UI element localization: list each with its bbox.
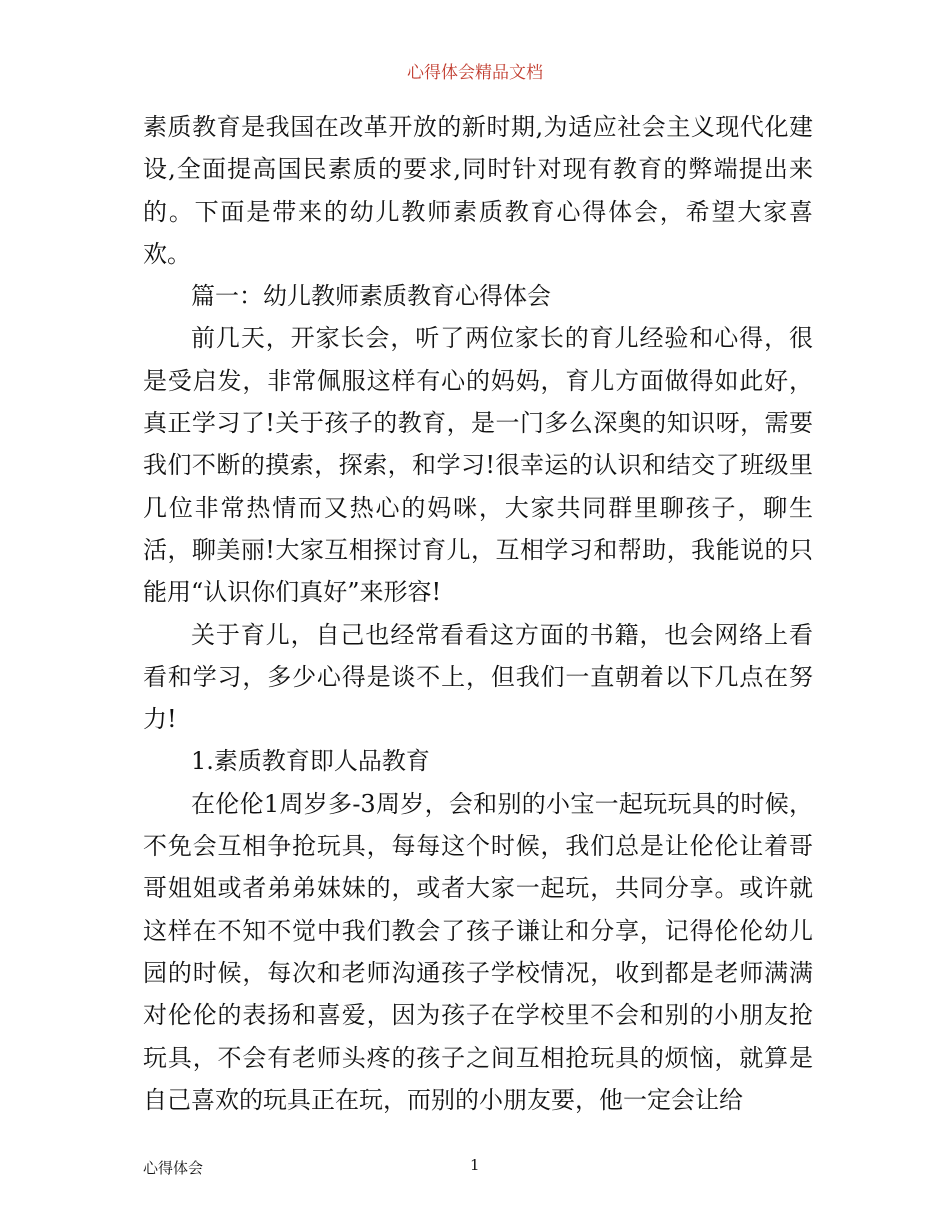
body-paragraph: 关于育儿，自己也经常看看这方面的书籍，也会网络上看看和学习，多少心得是谈不上，但我们一直朝着以下几点在努力! (143, 620, 813, 734)
body-paragraph: 前几天，开家长会，听了两位家长的育儿经验和心得，很是受启发，非常佩服这样有心的妈妈，育儿方面做得如此好，真正学习了!关于孩子的教育，是一门多么深奥的知识呀，需要我们不断的摸索，探索，和学习!很幸运的认识和结交了班级里几位非常热情而又热心的妈咪，大家共同群里聊孩子，聊生活，聊美丽!大家互相探讨育儿，互相学习和帮助，我能说的只能用“认识你们真好”来形容! (143, 324, 813, 607)
intro-paragraph: 素质教育是我国在改革开放的新时期,为适应社会主义现代化建设,全面提高国民素质的要求,同时针对现有教育的弊端提出来的。下面是带来的幼儿教师素质教育心得体会，希望大家喜欢。 (143, 113, 813, 268)
subsection-heading: 1.素质教育即人品教育 (191, 747, 430, 776)
section-heading: 篇一：幼儿教师素质教育心得体会 (191, 282, 551, 311)
page-header-title: 心得体会精品文档 (407, 63, 543, 83)
footer-label: 心得体会 (143, 1159, 204, 1177)
page-number: 1 (470, 1156, 480, 1174)
document-body (143, 106, 813, 1121)
body-paragraph: 在伦伦1周岁多-3周岁，会和别的小宝一起玩玩具的时候，不免会互相争抢玩具，每每这个时候，我们总是让伦伦让着哥哥姐姐或者弟弟妹妹的，或者大家一起玩，共同分享。或许就这样在不知不觉中我们教会了孩子谦让和分享，记得伦伦幼儿园的时候，每次和老师沟通孩子学校情况，收到都是老师满满对伦伦的表扬和喜爱，因为孩子在学校里不会和别的小朋友抢玩具，不会有老师头疼的孩子之间互相抢玩具的烦恼，就算是自己喜欢的玩具正在玩，而别的小朋友要，他一定会让给 (143, 789, 813, 1114)
